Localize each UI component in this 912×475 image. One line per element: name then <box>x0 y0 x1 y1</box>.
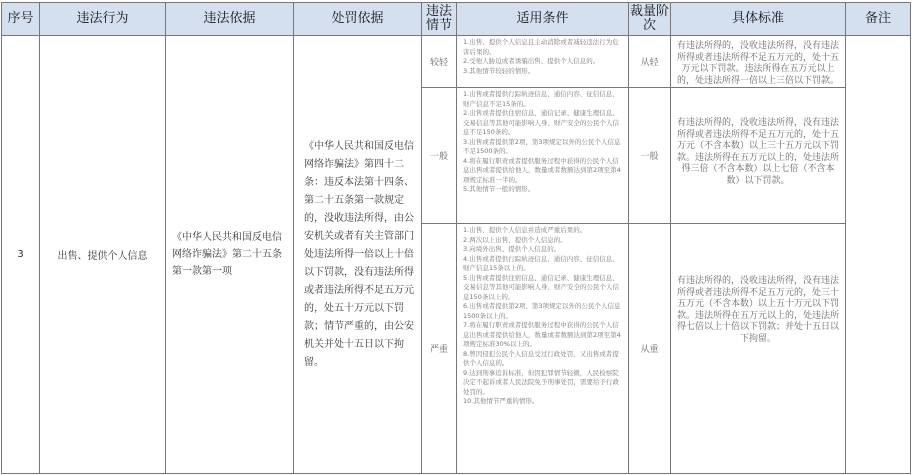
condition-item: 5.出售或者提供住宿信息、通信记录、健康生理信息、交易信息等其他可能影响人身、财产安全的公民个人信息150条以上的。 <box>463 273 619 301</box>
condition-item: 2.出售或者提供住宿信息、通信记录、健康生理信息、交易信息等其他可能影响人身、财产安全的公民个人信息不足150条的。 <box>463 109 619 136</box>
circumstance-serious: 严重 <box>422 224 457 474</box>
remark-cell <box>846 36 911 474</box>
header-level: 裁量阶次 <box>629 3 671 36</box>
header-condition: 适用条件 <box>457 3 629 36</box>
condition-item: 1.出售或者提供行踪轨迹信息、通信内容、征信信息、财产信息不足15条的。 <box>463 90 619 108</box>
header-row <box>2 3 911 36</box>
header-circumstance: 违法情节 <box>422 3 457 36</box>
header-act: 违法行为 <box>40 3 166 36</box>
condition-item: 3.其他情节较轻的情形。 <box>463 66 535 75</box>
header-standard: 具体标准 <box>671 3 846 36</box>
conditions-light <box>457 36 629 88</box>
table-row-light <box>2 36 911 88</box>
conditions-serious <box>457 224 629 474</box>
condition-item: 3.向境外出售、提供个人信息的。 <box>463 245 561 253</box>
standard-general: 有违法所得的，没收违法所得，没有违法所得或者违法所得不足五万元的，处十五万元（不含本数）以上三十五万元以下罚款。违法所得在五万元以上的，处违法所得三倍（不含本数）以上七倍（不含本数）以下罚款。 <box>671 88 846 224</box>
header-remark: 备注 <box>846 3 911 36</box>
header-penalty-basis: 处罚依据 <box>294 3 422 36</box>
penalty-standard-table <box>1 2 911 474</box>
condition-item: 8.曾因侵犯公民个人信息受过行政处罚，又出售或者提供个人信息的。 <box>463 349 619 367</box>
circumstance-general: 一般 <box>422 88 457 224</box>
level-light: 从轻 <box>629 36 671 88</box>
condition-item: 5.其他情节一般的情形。 <box>463 185 535 193</box>
level-general: 一般 <box>629 88 671 224</box>
row-number: 3 <box>2 36 40 474</box>
condition-item: 10.其他情节严重的情形。 <box>463 397 539 405</box>
header-no: 序号 <box>2 3 40 36</box>
condition-item: 9.达到刑事追诉标准，但因犯罪情节轻微，人民检察院决定不起诉或者人民法院免予刑事处罚，需要给予行政处罚的。 <box>463 368 619 396</box>
condition-item: 1.出售、提供个人信息并造成严重后果的。 <box>463 226 587 234</box>
header-basis: 违法依据 <box>166 3 294 36</box>
condition-item: 6.出售或者提供第2项、第3项规定以外的公民个人信息1500条以上的。 <box>463 302 621 320</box>
condition-item: 4.将在履行职责或者提供服务过程中获得的公民个人信息出售或者提供给他人，数量或者数额达到第2项至第4项规定标准一半的。 <box>463 156 621 184</box>
condition-item: 2.两次以上出售、提供个人信息的。 <box>463 235 567 244</box>
violation-act: 出售、提供个人信息 <box>40 36 166 474</box>
condition-item: 4.出售或者提供行踪轨迹信息、通信内容、征信信息、财产信息15条以上的。 <box>463 254 619 272</box>
condition-item: 2.受他人胁迫或者诱骗出售、提供个人信息的。 <box>463 57 600 65</box>
penalty-basis: 《中华人民共和国反电信网络诈骗法》第四十二条：违反本法第十四条、第二十五条第一款规定的，没收违法所得，由公安机关或者有关主管部门处违法所得一倍以上十倍以下罚款，没有违法所得或者违法所得不足五万元的，处五十万元以下罚款；情节严重的，由公安机关并处十五日以下拘留。 <box>294 36 422 474</box>
violation-basis: 《中华人民共和国反电信网络诈骗法》第二十五条第一款第一项 <box>166 36 294 474</box>
condition-item: 3.出售或者提供第2项、第3项规定以外的公民个人信息不足1500条的。 <box>463 137 621 155</box>
level-serious: 从重 <box>629 224 671 474</box>
standard-serious: 有违法所得的，没收违法所得，没有违法所得或者违法所得不足五万元的，处三十五万元（不含本数）以上五十万元以下罚款。违法所得在五万元以上的，处违法所得七倍以上十倍以下罚款；并处十五日以下拘留。 <box>671 224 846 474</box>
condition-item: 1.出售、提供个人信息且主动消除或者减轻违法行为危害后果的。 <box>463 38 619 56</box>
circumstance-light: 较轻 <box>422 36 457 88</box>
conditions-general <box>457 88 629 224</box>
standard-light: 有违法所得的，没收违法所得，没有违法所得或者违法所得不足五万元的，处十五万元以下罚款。违法所得在五万元以上的，处违法所得一倍以上三倍以下罚款。 <box>671 36 846 88</box>
condition-item: 7.将在履行职责或者提供服务过程中获得的公民个人信息出售或者提供给他人，数量或者数额达到第2项至第4项规定标准30%以上的。 <box>463 321 621 348</box>
